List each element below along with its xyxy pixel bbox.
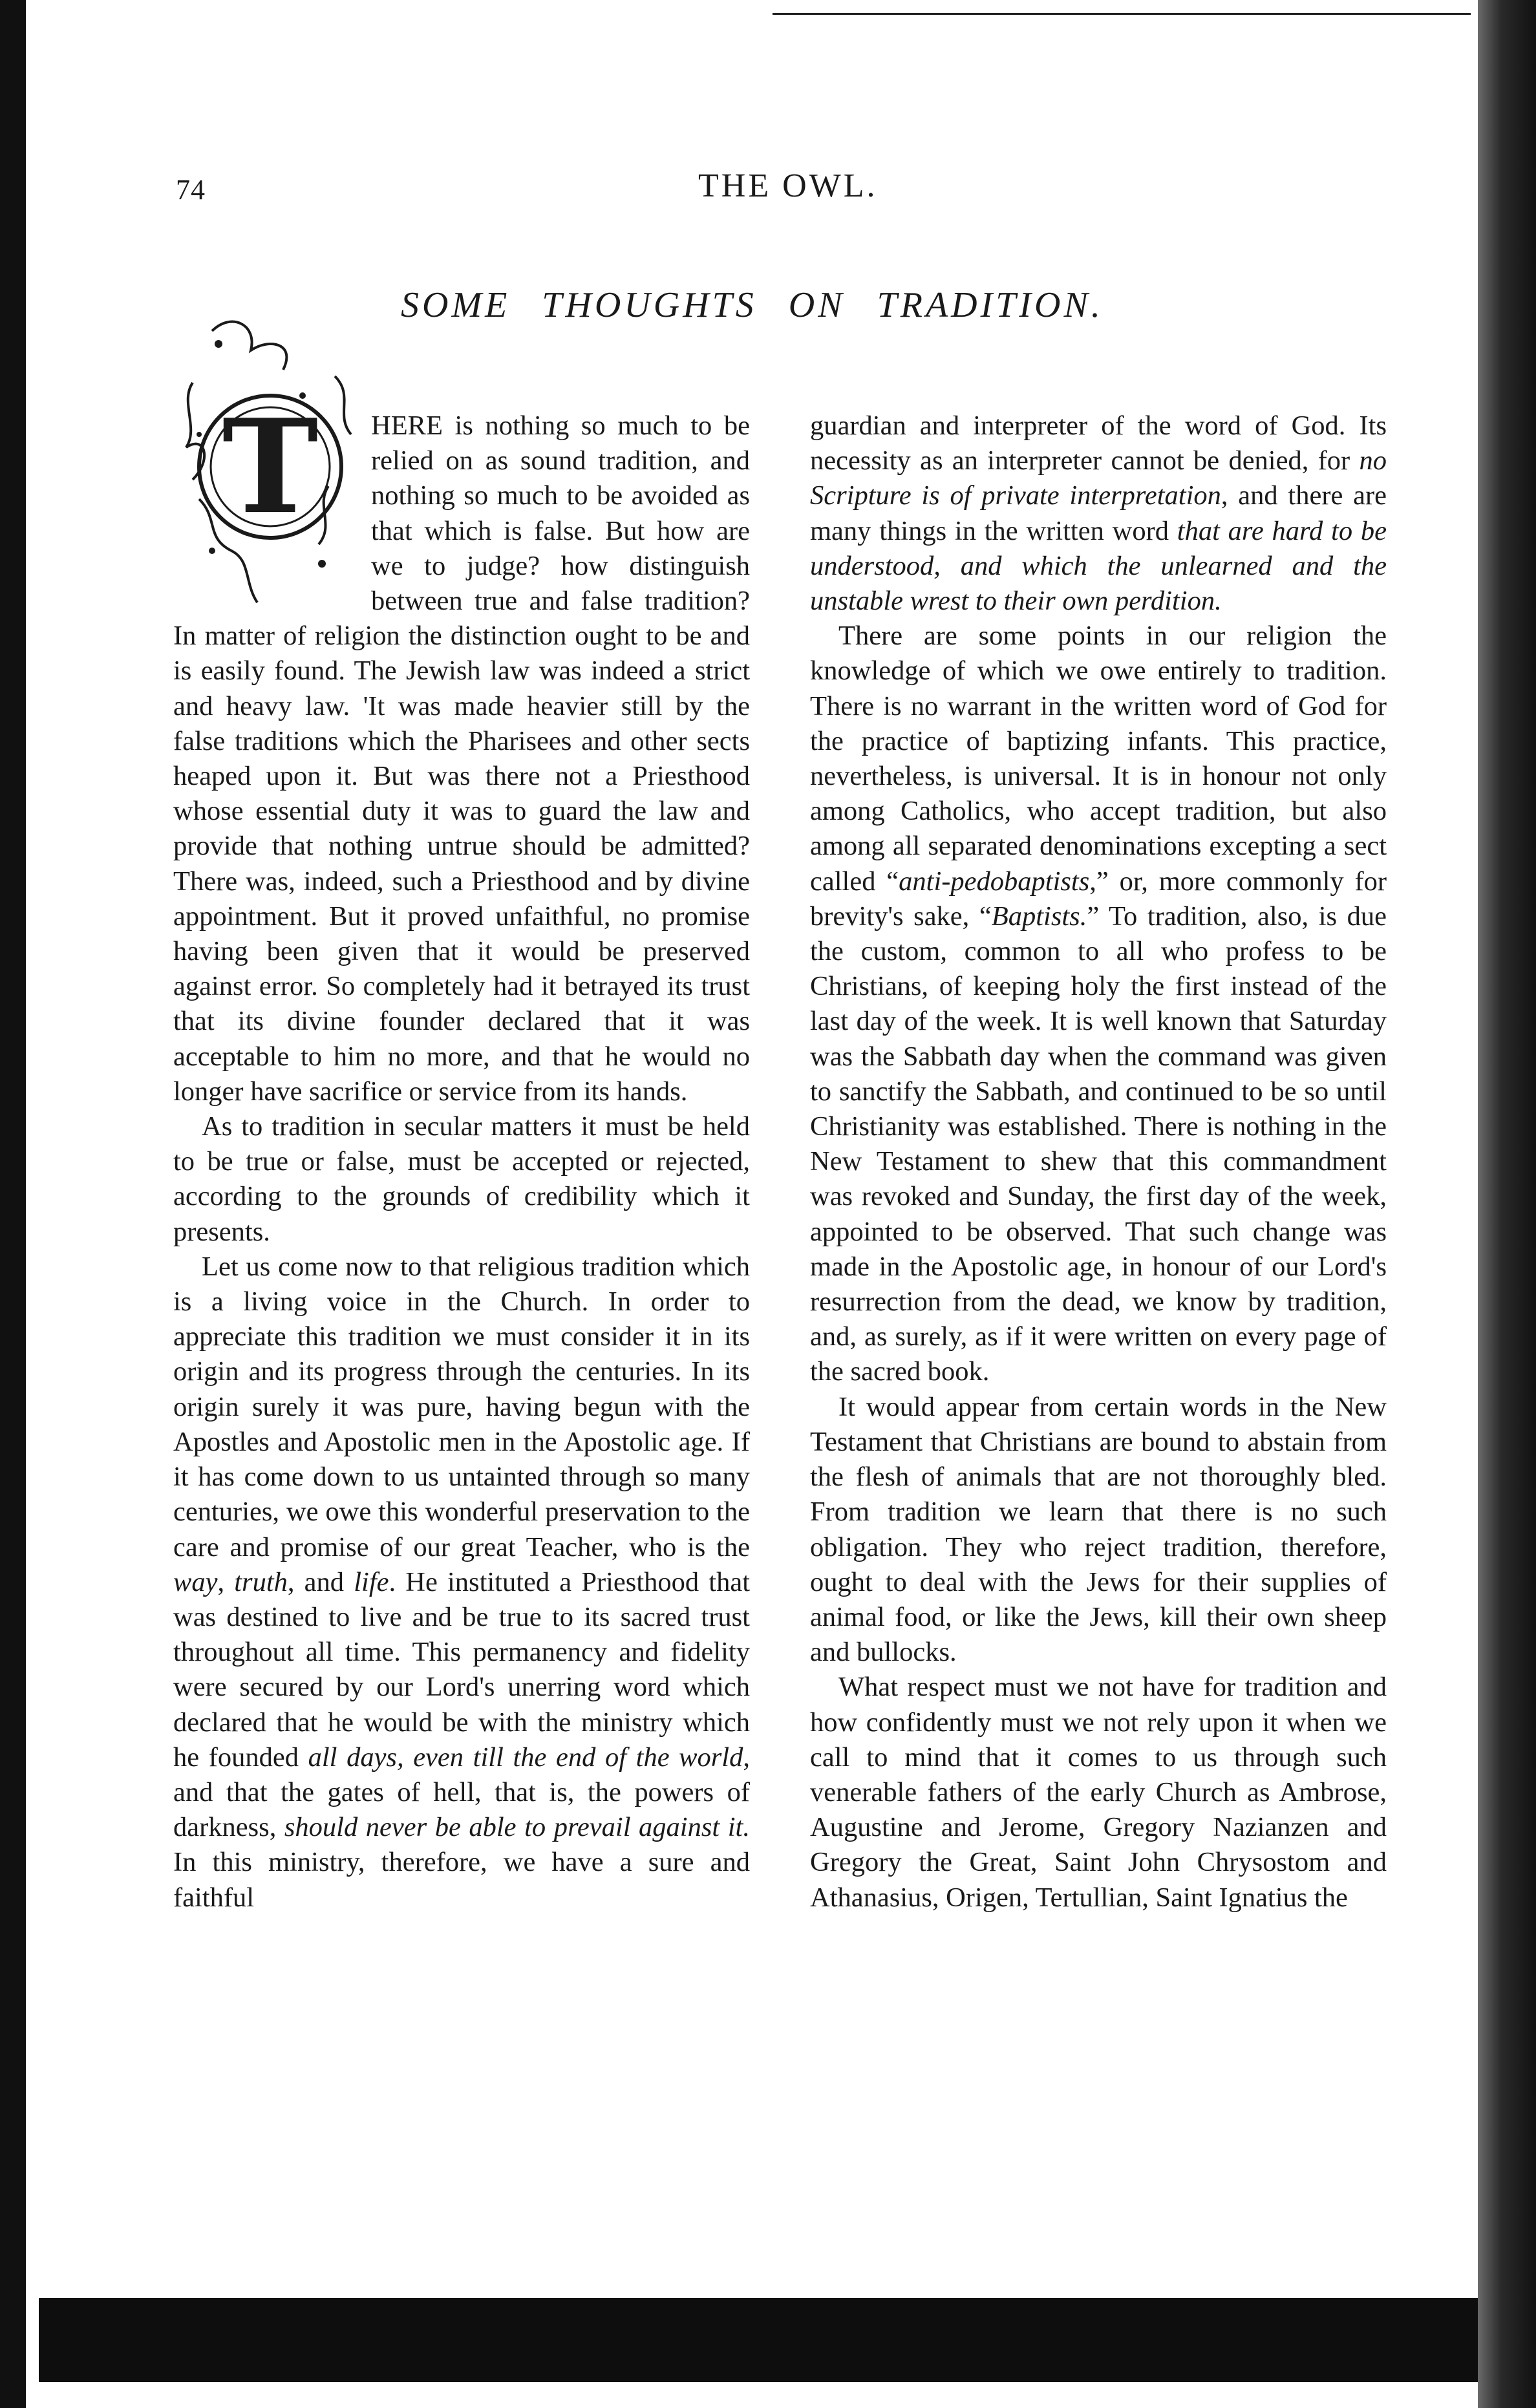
top-rule xyxy=(773,13,1471,15)
paragraph xyxy=(810,1670,1387,1915)
page-number: 74 xyxy=(176,174,206,206)
text-run: , and that the gates of hell, that is, the powers of darkness, xyxy=(173,1742,750,1843)
italic-text: life xyxy=(354,1566,389,1597)
paragraph xyxy=(810,1390,1387,1670)
ornamental-dropcap xyxy=(173,305,359,609)
italic-text: should never be able to prevail against it. xyxy=(284,1812,750,1843)
italic-text: that are hard to be understood, and which the unlearned and the unstable wrest to their own perdition. xyxy=(810,515,1387,617)
text-run: ” To tradition, also, is due the custom, common to all who profess to be Christians, of keeping holy the first instead of the last day of the week. It is well known that Saturday was the Sabbath day when the command was given to sanctify the Sabbath, and continued to be so until Christianity was established. There is nothing in the New Testament to shew that this commandment was revoked and Sunday, the first day of the week, appointed to be observed. That such change was made in the Apostolic age, in honour of our Lord's resurrection from the dead, we know by tradition, and, as surely, as if it were written on every page of the sacred book. xyxy=(810,900,1387,1387)
scan-border-right xyxy=(1478,0,1536,2408)
text-run: What respect must we not have for tradition and how confidently must we not rely upon it when we call to mind that it comes to us through such venerable fathers of the early Church as Ambrose, Augustine and Jerome, Gregory Nazianzen and Gregory the Great, Saint John Chrysostom and Athanasius, Origen, Tertullian, Saint Ignatius the xyxy=(810,1672,1387,1913)
scan-border-left xyxy=(0,0,26,2408)
paragraph xyxy=(173,1109,750,1250)
italic-text: Baptists. xyxy=(991,900,1087,932)
text-run: It would appear from certain words in the New Testament that Christians are bound to abstain from the flesh of animals that are not thoroughly bled. From tradition we learn that there is no such obligation. They who reject tradition, therefore, ought to deal with the Jews for their supplies of animal food, or like the Jews, kill their own sheep and bullocks. xyxy=(810,1391,1387,1668)
text-run: , xyxy=(217,1566,235,1597)
italic-text: truth xyxy=(234,1566,288,1597)
article-title: SOME THOUGHTS ON TRADITION. xyxy=(401,285,1104,325)
right-column xyxy=(810,409,1387,1915)
paragraph xyxy=(173,1250,750,1915)
italic-text: way xyxy=(173,1566,218,1597)
right-column-text xyxy=(810,409,1387,1915)
text-run: HERE is nothing so much to be relied on as sound tradition, and nothing so much to be avoided as that which is false. But how are we to judge? how distinguish between true and false tradition? In matter of religion the distinction ought to be and is easily found. The Jewish law was indeed a strict and heavy law. 'It was made heavier still by the false traditions which the Pharisees and other sects heaped upon it. But was there not a Priesthood whose essential duty it was to guard the law and provide that nothing untrue should be admitted? There was, indeed, such a Priesthood and by divine appointment. But it proved unfaithful, no promise having been given that it would be preserved against error. So completely had it betrayed its trust that its divine founder declared that it was acceptable to him no more, and that he would no longer have sacrifice or service from its hands. xyxy=(173,410,750,1107)
text-run: Let us come now to that religious tradition which is a living voice in the Church. In order to appreciate this tradition we must consider it in its origin and its progress through the centuries. In its origin surely it was pure, having begun with the Apostles and Apostolic men in the Apostolic age. If it has come down to us untainted through so many centuries, we owe this wonderful preservation to the care and promise of our great Teacher, who is the xyxy=(173,1251,750,1562)
left-column xyxy=(173,391,751,1915)
italic-text: all days, even till the end of the world xyxy=(308,1742,743,1773)
text-run: . He instituted a Priesthood that was destined to live and be true to its sacred trust throughout all time. This permanency and fidelity were secured by our Lord's unerring word which declared that he would be with the ministry which he founded xyxy=(173,1566,751,1773)
text-run: , and there are many things in the written word xyxy=(810,480,1387,546)
text-run: In this ministry, therefore, we have a sure and faithful xyxy=(173,1847,750,1913)
running-title: THE OWL. xyxy=(698,167,878,204)
dropcap-letter: T xyxy=(222,391,319,543)
paragraph xyxy=(810,619,1387,1389)
text-run: , and xyxy=(287,1566,354,1597)
text-run: As to tradition in secular matters it must be held to be true or false, must be accepted or rejected, according to the grounds of credibility which it presents. xyxy=(173,1111,750,1247)
left-column-text xyxy=(173,409,750,1915)
text-run: ,” or, more commonly for brevity's sake, “ xyxy=(810,866,1387,932)
text-run: guardian and interpreter of the word of God. Its necessity as an interpreter cannot be denied, for xyxy=(810,410,1387,476)
paragraph xyxy=(810,409,1387,619)
text-run: There are some points in our religion the knowledge of which we owe entirely to tradition. There is no warrant in the written word of God for the practice of baptizing infants. This practice, nevertheless, is universal. It is in honour not only among Catholics, who accept tradition, but also among all separated denominations excepting a sect called “ xyxy=(810,621,1387,897)
italic-text: no Scripture is of private interpretation xyxy=(810,445,1387,511)
italic-text: anti-pedobaptists xyxy=(899,866,1090,897)
scan-border-bottom xyxy=(39,2298,1478,2382)
